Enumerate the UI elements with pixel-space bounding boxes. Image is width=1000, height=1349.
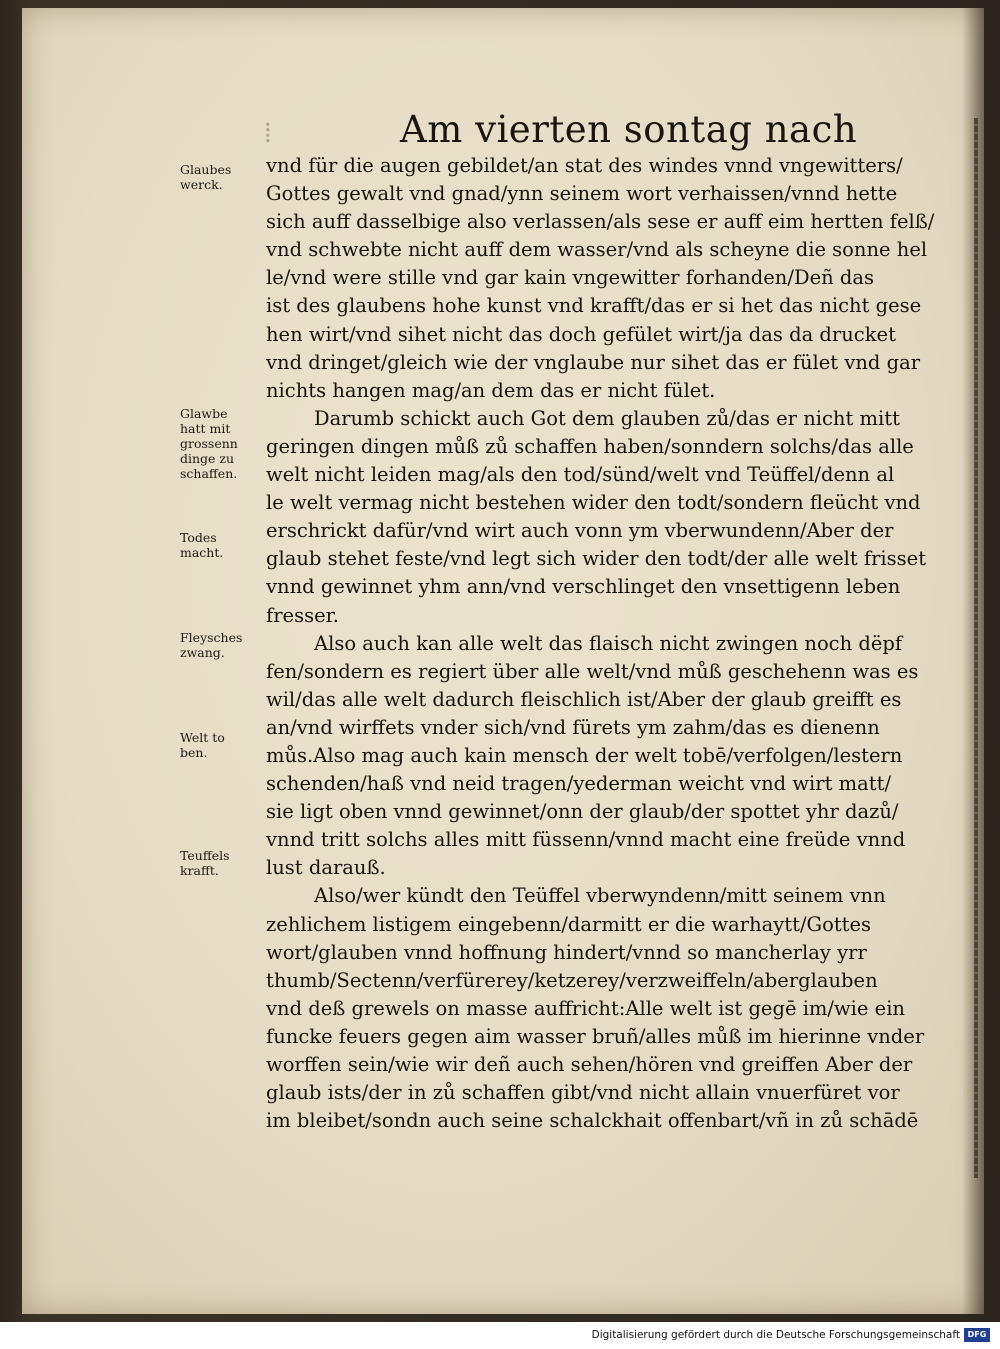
text-line: vnd schwebte nicht auff dem wasser/vnd als scheyne die sonne hel [266, 238, 928, 262]
gutter-shadow [962, 8, 984, 1314]
text-line: vnd dringet/gleich wie der vnglaube nur sihet das er fület vnd gar [266, 350, 921, 374]
text-line: lust darauß. [266, 856, 386, 880]
text-line: wort/glauben vnnd hoffnung hindert/vnnd so mancherlay yrr [266, 940, 867, 964]
text-line: zehlichem listigem eingebenn/darmitt er die warhaytt/Gottes [266, 912, 872, 936]
margin-note [180, 406, 264, 481]
text-line: funcke feuers gegen aim wasser bruñ/alles můß im hierinne vnder [266, 1024, 925, 1048]
text-line: le welt vermag nicht bestehen wider den todt/sondern fleücht vnd [266, 491, 921, 515]
margin-note [180, 630, 264, 660]
text-line: hen wirt/vnd sihet nicht das doch gefület wirt/ja das da drucket [266, 322, 896, 346]
text-line: erschrickt dafür/vnd wirt auch vonn ym vberwundenn/Aber der [266, 519, 894, 543]
margin-note-line: krafft. [180, 863, 219, 878]
text-line: fen/sondern es regiert über alle welt/vnd můß geschehenn was es [266, 659, 919, 683]
margin-note-line: Fleysches [180, 630, 243, 645]
margin-note-line: macht. [180, 545, 224, 560]
text-line: ist des glaubens hohe kunst vnd krafft/das er si het das nicht gese [266, 294, 922, 318]
text-line: thumb/Sectenn/verfürerey/ketzerey/verzweiffeln/aberglauben [266, 968, 878, 992]
text-line: sie ligt oben vnnd gewinnet/onn der glaub/der spottet yhr dazů/ [266, 800, 899, 824]
header-ornament: ⁞ [264, 116, 272, 149]
margin-note-line: hatt mit [180, 421, 231, 436]
text-line: Also auch kan alle welt das flaisch nicht zwingen noch dëpf [314, 631, 903, 655]
text-line: glaub stehet feste/vnd legt sich wider den todt/der alle welt frisset [266, 547, 927, 571]
text-line: an/vnd wirffets vnder sich/vnd fürets ym zahm/das es dienenn [266, 715, 880, 739]
dfg-logo-icon: DFG [964, 1328, 990, 1342]
margin-note [180, 530, 264, 560]
margin-note-line: grossenn [180, 436, 238, 451]
margin-note [180, 730, 264, 760]
margin-note-line: Welt to [180, 730, 225, 745]
margin-note-line: schaffen. [180, 466, 238, 481]
text-line: glaub ists/der in zů schaffen gibt/vnd nicht allain vnuerfüret vor [266, 1081, 900, 1105]
margin-note-line: zwang. [180, 645, 225, 660]
text-line: můs.Also mag auch kain mensch der welt tobē/verfolgen/lestern [266, 743, 903, 767]
text-line: fresser. [266, 603, 340, 627]
page-edge-ruler [974, 118, 978, 1178]
margin-note-line: werck. [180, 177, 223, 192]
footer-bar [0, 1322, 1000, 1349]
text-line: vnd deß grewels on masse auffricht:Alle welt ist gegē im/wie ein [266, 996, 905, 1020]
margin-notes [180, 152, 264, 932]
text-line: sich auff dasselbige also verlassen/als sese er auff eim hertten felß/ [266, 210, 935, 234]
text-line: Gottes gewalt vnd gnad/ynn seinem wort verhaissen/vnnd hette [266, 182, 898, 206]
margin-note [180, 848, 264, 878]
margin-note-line: Glawbe [180, 406, 228, 421]
text-line: welt nicht leiden mag/als den tod/sünd/welt vnd Teüffel/denn al [266, 463, 895, 487]
text-line: vnd für die augen gebildet/an stat des windes vnnd vngewitters/ [266, 154, 903, 177]
margin-note-line: dinge zu [180, 451, 235, 466]
text-line: Also/wer kündt den Teüffel vberwyndenn/mitt seinem vnn [314, 884, 886, 908]
margin-note-line: Todes [180, 530, 217, 545]
text-line: Darumb schickt auch Got dem glauben zů/das er nicht mitt [314, 406, 900, 430]
margin-note [180, 162, 264, 192]
body-text [266, 152, 956, 1135]
text-line: schenden/haß vnd neid tragen/yederman weicht vnd wirt matt/ [266, 772, 892, 796]
text-line: le/vnd were stille vnd gar kain vngewitter forhanden/Deñ das [266, 266, 874, 290]
funding-credit: Digitalisierung gefördert durch die Deutsche Forschungsgemeinschaft [591, 1329, 960, 1341]
text-line: vnnd gewinnet yhm ann/vnd verschlinget den vnsettigenn leben [266, 575, 901, 599]
margin-note-line: Teuffels [180, 848, 230, 863]
margin-note-line: ben. [180, 745, 208, 760]
text-line: worffen sein/wie wir deñ auch sehen/hören vnd greiffen Aber der [266, 1053, 913, 1076]
text-line: im bleibet/sondn auch seine schalckhait offenbart/vñ in zů schādē [266, 1109, 919, 1133]
text-line: vnnd tritt solchs alles mitt füssenn/vnnd macht eine freüde vnnd [266, 828, 906, 852]
running-header: Am vierten sontag nach [400, 108, 858, 151]
text-line: geringen dingen můß zů schaffen haben/sonndern solchs/das alle [266, 434, 914, 458]
text-line: nichts hangen mag/an dem das er nicht fület. [266, 378, 716, 402]
margin-note-line: Glaubes [180, 162, 232, 177]
text-line: wil/das alle welt dadurch fleischlich ist/Aber der glaub greifft es [266, 687, 902, 711]
